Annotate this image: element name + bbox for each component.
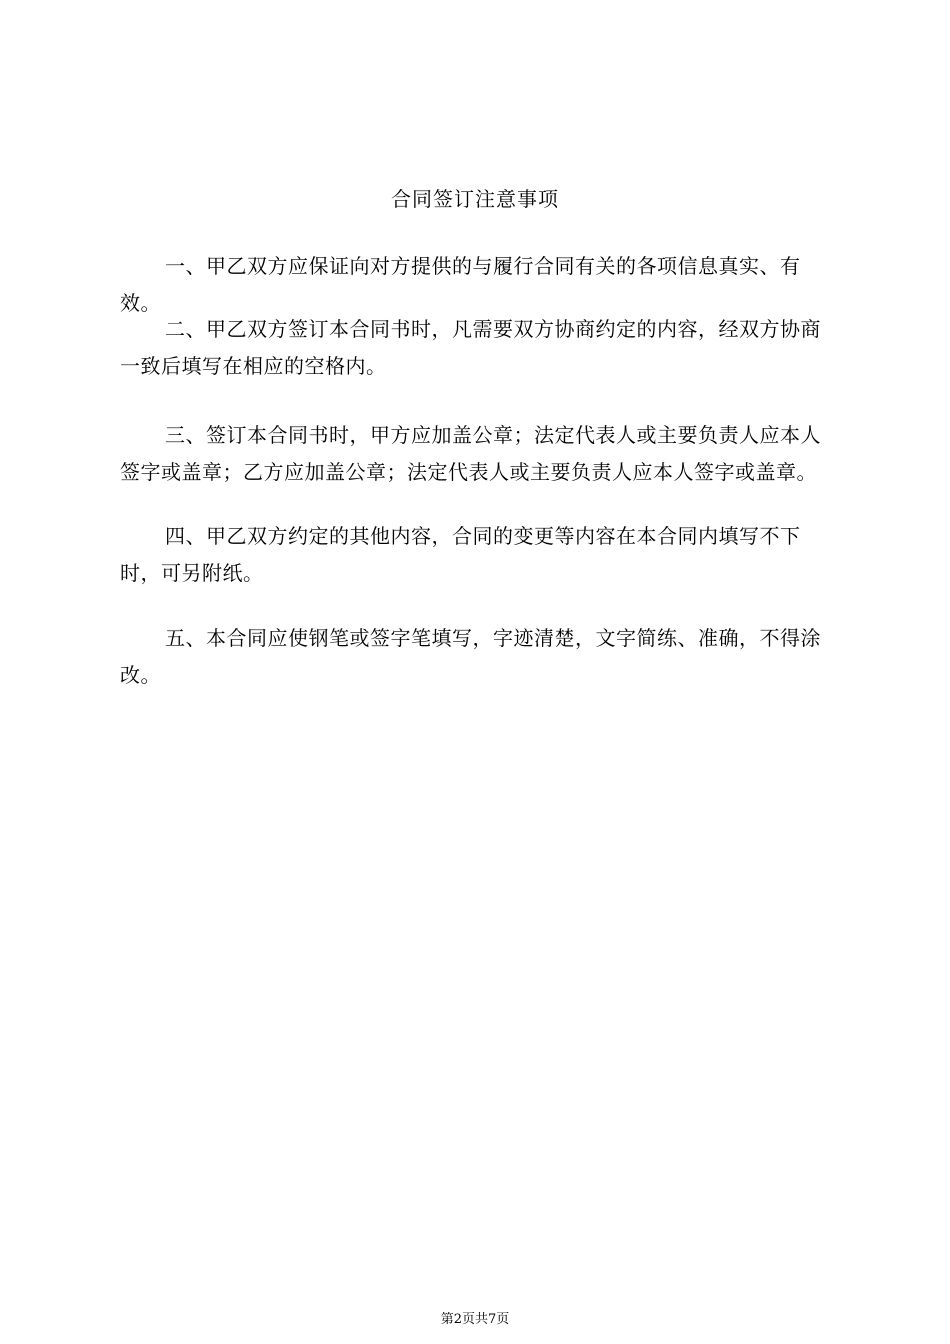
clause-item: 一、甲乙双方应保证向对方提供的与履行合同有关的各项信息真实、有效。 bbox=[120, 254, 801, 315]
document-title: 合同签订注意事项 bbox=[391, 187, 559, 211]
clause-item: 二、甲乙双方签订本合同书时，凡需要双方协商约定的内容，经双方协商一致后填写在相应的空格内。 bbox=[120, 317, 821, 378]
clause-item: 五、本合同应使钢笔或签字笔填写，字迹清楚，文字简练、准确，不得涂改。 bbox=[120, 626, 821, 687]
page-number-footer: 第2页共7页 bbox=[440, 1312, 510, 1327]
clause-item: 三、签订本合同书时，甲方应加盖公章；法定代表人或主要负责人应本人签字或盖章；乙方应加盖公章；法定代表人或主要负责人应本人签字或盖章。 bbox=[120, 423, 821, 484]
clause-item: 四、甲乙双方约定的其他内容，合同的变更等内容在本合同内填写不下时，可另附纸。 bbox=[120, 524, 801, 585]
